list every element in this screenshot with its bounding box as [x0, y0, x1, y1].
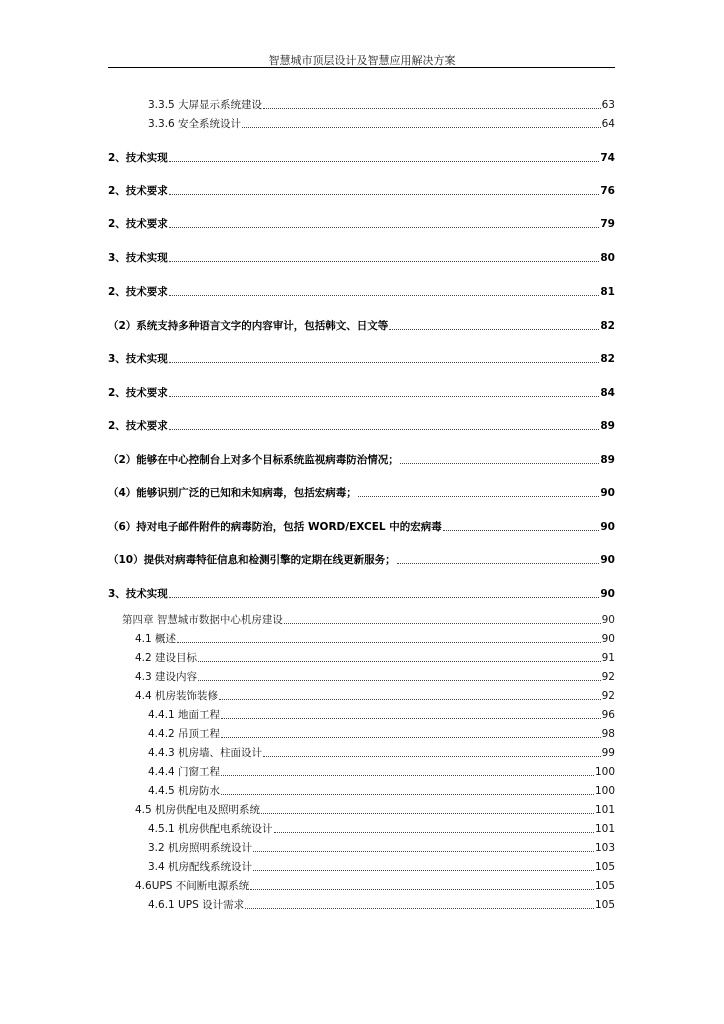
toc-entry-label: 4.6UPS 不间断电源系统: [135, 880, 250, 892]
toc-entry-label: 4.4.1 地面工程: [148, 709, 221, 721]
toc-entry-page: 91: [601, 652, 615, 664]
toc-leader: [221, 718, 601, 719]
page-header-title: 智慧城市顶层设计及智慧应用解决方案: [268, 54, 456, 67]
toc-entry-page: 101: [594, 823, 615, 835]
toc-entry-label: 4.4.4 门窗工程: [148, 766, 221, 778]
toc-entry-page: 103: [594, 842, 615, 854]
toc-entry[interactable]: [148, 898, 615, 912]
toc-entry-page: 90: [601, 633, 615, 645]
toc-entry-page: 105: [594, 899, 615, 911]
toc-entry-page: 101: [594, 804, 615, 816]
toc-entry-page: 74: [600, 152, 615, 164]
toc-entry-page: 64: [601, 118, 615, 130]
toc-entry-page: 92: [601, 690, 615, 702]
toc-entry-page: 105: [594, 880, 615, 892]
toc-leader: [400, 463, 600, 464]
toc-entry[interactable]: [148, 841, 615, 855]
toc-entry[interactable]: [108, 151, 615, 165]
toc-entry[interactable]: [148, 727, 615, 741]
toc-leader: [389, 329, 599, 330]
toc-entry-page: 96: [601, 709, 615, 721]
toc-leader: [250, 889, 594, 890]
toc-entry-label: 4.4.3 机房墙、柱面设计: [148, 747, 263, 759]
toc-entry-page: 90: [600, 521, 615, 533]
toc-entry[interactable]: [122, 613, 615, 627]
toc-entry-label: 第四章 智慧城市数据中心机房建设: [122, 614, 283, 626]
toc-entry[interactable]: [108, 352, 615, 366]
toc-leader: [443, 530, 600, 531]
toc-leader: [358, 496, 600, 497]
toc-entry[interactable]: [135, 879, 615, 893]
toc-entry-label: 4.6.1 UPS 设计需求: [148, 899, 245, 911]
toc-entry-page: 80: [600, 252, 615, 264]
toc-entry-page: 90: [600, 487, 615, 499]
toc-entry-label: 4.4.5 机房防水: [148, 785, 221, 797]
toc-leader: [169, 362, 600, 363]
toc-entry-label: 4.2 建设目标: [135, 652, 198, 664]
toc-leader: [169, 295, 600, 296]
toc-entry-label: 3、技术实现: [108, 252, 168, 264]
toc-entry-label: （10）提供对病毒特征信息和检测引擎的定期在线更新服务；: [108, 554, 396, 566]
toc-entry[interactable]: [148, 708, 615, 722]
toc-entry[interactable]: [135, 670, 615, 684]
toc-entry[interactable]: [108, 184, 615, 198]
toc-entry-label: （2）系统支持多种语言文字的内容审计，包括韩文、日文等: [108, 320, 389, 332]
toc-leader: [169, 161, 600, 162]
toc-leader: [245, 908, 594, 909]
toc-entry[interactable]: [108, 486, 615, 500]
toc-entry-page: 90: [601, 614, 615, 626]
toc-entry[interactable]: [148, 746, 615, 760]
toc-leader: [263, 756, 601, 757]
toc-entry[interactable]: [108, 587, 615, 601]
toc-entry[interactable]: [108, 319, 615, 333]
toc-entry-label: 2、技术要求: [108, 218, 168, 230]
toc-entry-label: 2、技术要求: [108, 420, 168, 432]
toc-entry[interactable]: [148, 784, 615, 798]
toc-entry-label: （6）持对电子邮件附件的病毒防治，包括 WORD/EXCEL 中的宏病毒: [108, 521, 442, 533]
toc-leader: [198, 661, 601, 662]
toc-entry-label: 3.2 机房照明系统设计: [148, 842, 253, 854]
toc-leader: [169, 396, 600, 397]
toc-leader: [261, 813, 594, 814]
toc-entry-label: 4.1 概述: [135, 633, 177, 645]
toc-entry[interactable]: [108, 553, 615, 567]
toc-leader: [221, 737, 601, 738]
toc-entry[interactable]: [108, 453, 615, 467]
toc-entry-label: 3.4 机房配线系统设计: [148, 861, 253, 873]
toc-leader: [253, 870, 594, 871]
toc-entry-label: 4.4 机房装饰装修: [135, 690, 219, 702]
toc-entry-label: 4.5 机房供配电及照明系统: [135, 804, 261, 816]
toc-leader: [198, 680, 601, 681]
toc-entry[interactable]: [135, 803, 615, 817]
toc-entry[interactable]: [108, 386, 615, 400]
toc-entry-page: 99: [601, 747, 615, 759]
toc-entry-page: 81: [600, 286, 615, 298]
toc-leader: [397, 563, 600, 564]
toc-entry-page: 82: [600, 320, 615, 332]
toc-entry[interactable]: [148, 822, 615, 836]
toc-entry[interactable]: [148, 765, 615, 779]
toc-entry[interactable]: [135, 651, 615, 665]
toc-entry-label: 2、技术要求: [108, 185, 168, 197]
toc-leader: [169, 429, 600, 430]
toc-entry-page: 98: [601, 728, 615, 740]
toc-leader: [263, 108, 601, 109]
toc-entry-label: 2、技术要求: [108, 387, 168, 399]
toc-entry[interactable]: [108, 217, 615, 231]
toc-entry[interactable]: [148, 117, 615, 131]
toc-leader: [169, 261, 600, 262]
toc-entry-label: 4.4.2 吊顶工程: [148, 728, 221, 740]
toc-leader: [284, 623, 601, 624]
toc-entry-label: 4.5.1 机房供配电系统设计: [148, 823, 273, 835]
toc-entry-label: 2、技术要求: [108, 286, 168, 298]
toc-entry[interactable]: [108, 419, 615, 433]
toc-entry-page: 76: [600, 185, 615, 197]
toc-entry-label: （2）能够在中心控制台上对多个目标系统监视病毒防治情况；: [108, 454, 399, 466]
toc-entry-label: 3、技术实现: [108, 353, 168, 365]
toc-entry-label: 3、技术实现: [108, 588, 168, 600]
toc-entry[interactable]: [108, 251, 615, 265]
toc-leader: [169, 227, 600, 228]
toc-leader: [169, 597, 600, 598]
toc-entry-page: 105: [594, 861, 615, 873]
toc-entry-page: 63: [601, 99, 615, 111]
toc-entry[interactable]: [148, 98, 615, 112]
toc-entry-label: 2、技术实现: [108, 152, 168, 164]
toc-entry-page: 100: [594, 785, 615, 797]
toc-entry-label: 3.3.5 大屏显示系统建设: [148, 99, 263, 111]
toc-entry-page: 90: [600, 588, 615, 600]
toc-entry-page: 90: [600, 554, 615, 566]
toc-entry-page: 92: [601, 671, 615, 683]
toc-leader: [274, 832, 594, 833]
toc-leader: [219, 699, 601, 700]
toc-entry[interactable]: [135, 632, 615, 646]
toc-entry-page: 89: [600, 454, 615, 466]
toc-entry[interactable]: [148, 860, 615, 874]
toc-entry-page: 89: [600, 420, 615, 432]
toc-entry-page: 100: [594, 766, 615, 778]
toc-entry-page: 79: [600, 218, 615, 230]
toc-leader: [177, 642, 601, 643]
toc-leader: [253, 851, 594, 852]
toc-entry[interactable]: [108, 285, 615, 299]
toc-entry-label: 3.3.6 安全系统设计: [148, 118, 242, 130]
toc-leader: [221, 794, 594, 795]
toc-entry-label: 4.3 建设内容: [135, 671, 198, 683]
toc-entry[interactable]: [108, 520, 615, 534]
toc-entry-label: （4）能够识别广泛的已知和未知病毒，包括宏病毒；: [108, 487, 357, 499]
toc-entry[interactable]: [135, 689, 615, 703]
toc-entry-page: 82: [600, 353, 615, 365]
toc-entry-page: 84: [600, 387, 615, 399]
toc-leader: [221, 775, 594, 776]
toc-leader: [169, 194, 600, 195]
toc-leader: [242, 127, 601, 128]
